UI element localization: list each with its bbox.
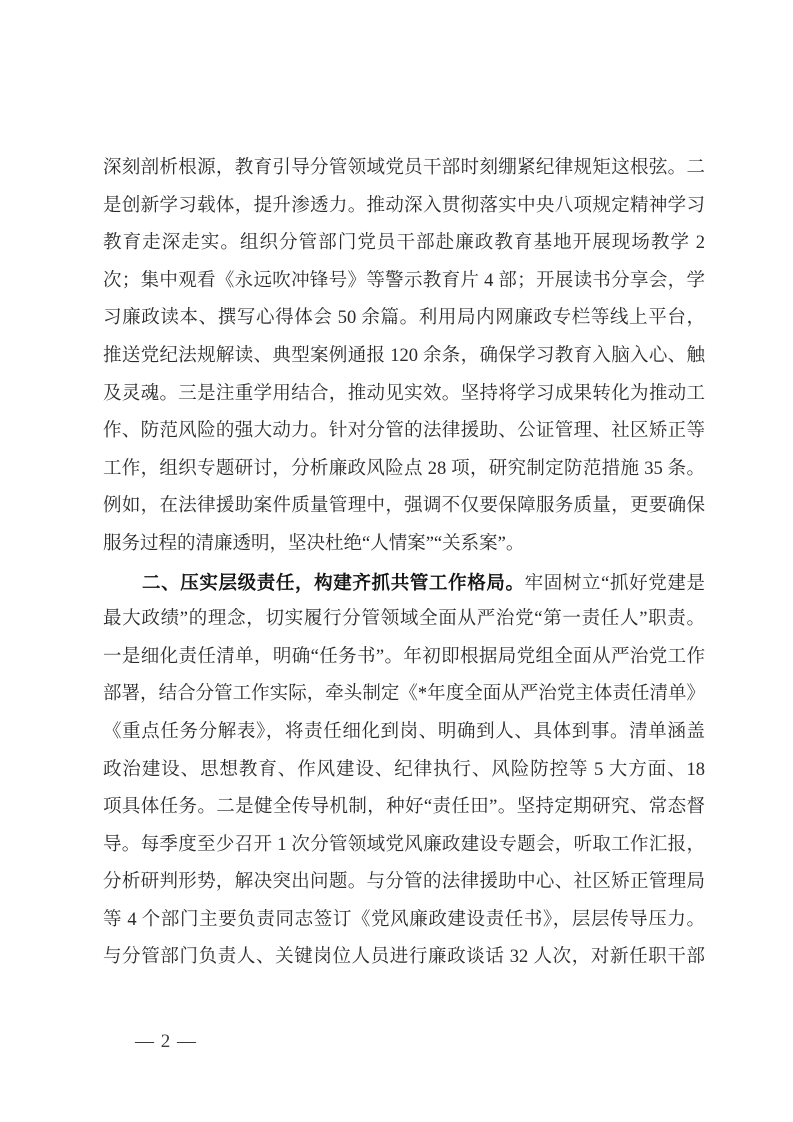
text-line: 深刻剖析根源，教育引导分管领域党员干部时刻绷紧纪律规矩这根弦。二 xyxy=(103,158,705,178)
text-line: 最大政绩”的理念，切实履行分管领域全面从严治党“第一责任人”职责。 xyxy=(103,609,705,630)
page-number: — 2 — xyxy=(135,1031,197,1052)
text-line: 服务过程的清廉透明，坚决杜绝“人情案”“关系案”。 xyxy=(103,533,525,554)
text-line: 及灵魂。三是注重学用结合，推动见实效。坚持将学习成果转化为推动工 xyxy=(103,383,705,404)
text-line: 分析研判形势，解决突出问题。与分管的法律援助中心、社区矫正管理局 xyxy=(103,872,705,893)
text-line: 次；集中观看《永远吹冲锋号》等警示教育片 4 部；开展读书分享会，学 xyxy=(103,270,705,291)
text-line: 与分管部门负责人、关键岗位人员进行廉政谈话 32 人次，对新任职干部 xyxy=(103,947,705,968)
text-line: 部署，结合分管工作实际，牵头制定《*年度全面从严治党主体责任清单》 xyxy=(103,684,705,705)
text-line: 《重点任务分解表》，将责任细化到岗、明确到人、具体到事。清单涵盖 xyxy=(103,721,705,742)
text-line: 等 4 个部门主要负责同志签订《党风廉政建设责任书》，层层传导压力。 xyxy=(103,909,705,930)
text-line: 例如，在法律援助案件质量管理中，强调不仅要保障服务质量，更要确保 xyxy=(103,496,705,517)
text-line: 习廉政读本、撰写心得体会 50 余篇。利用局内网廉政专栏等线上平台， xyxy=(103,308,705,329)
text-run: 牢固树立“抓好党建是 xyxy=(524,573,705,594)
document-body xyxy=(103,150,705,977)
text-line: 导。每季度至少召开 1 次分管领域党风廉政建设专题会，听取工作汇报， xyxy=(103,834,705,855)
text-line: 一是细化责任清单，明确“任务书”。年初即根据局党组全面从严治党工作 xyxy=(103,646,705,667)
text-line: 项具体任务。二是健全传导机制，种好“责任田”。坚持定期研究、常态督 xyxy=(103,797,705,818)
text-line: 政治建设、思想教育、作风建设、纪律执行、风险防控等 5 大方面、18 xyxy=(103,759,705,780)
text-line: 作、防范风险的强大动力。针对分管的法律援助、公证管理、社区矫正等 xyxy=(103,421,705,442)
section-heading: 二、压实层级责任，构建齐抓共管工作格局。 xyxy=(142,571,525,593)
text-line: 工作，组织专题研讨，分析廉政风险点 28 项，研究制定防范措施 35 条。 xyxy=(103,458,705,479)
text-line: 推送党纪法规解读、典型案例通报 120 余条，确保学习教育入脑入心、触 xyxy=(103,345,705,366)
text-line: 是创新学习载体，提升渗透力。推动深入贯彻落实中央八项规定精神学习 xyxy=(103,195,705,216)
text-line xyxy=(103,564,705,602)
text-line: 教育走深走实。组织分管部门党员干部赴廉政教育基地开展现场教学 2 xyxy=(103,233,705,254)
